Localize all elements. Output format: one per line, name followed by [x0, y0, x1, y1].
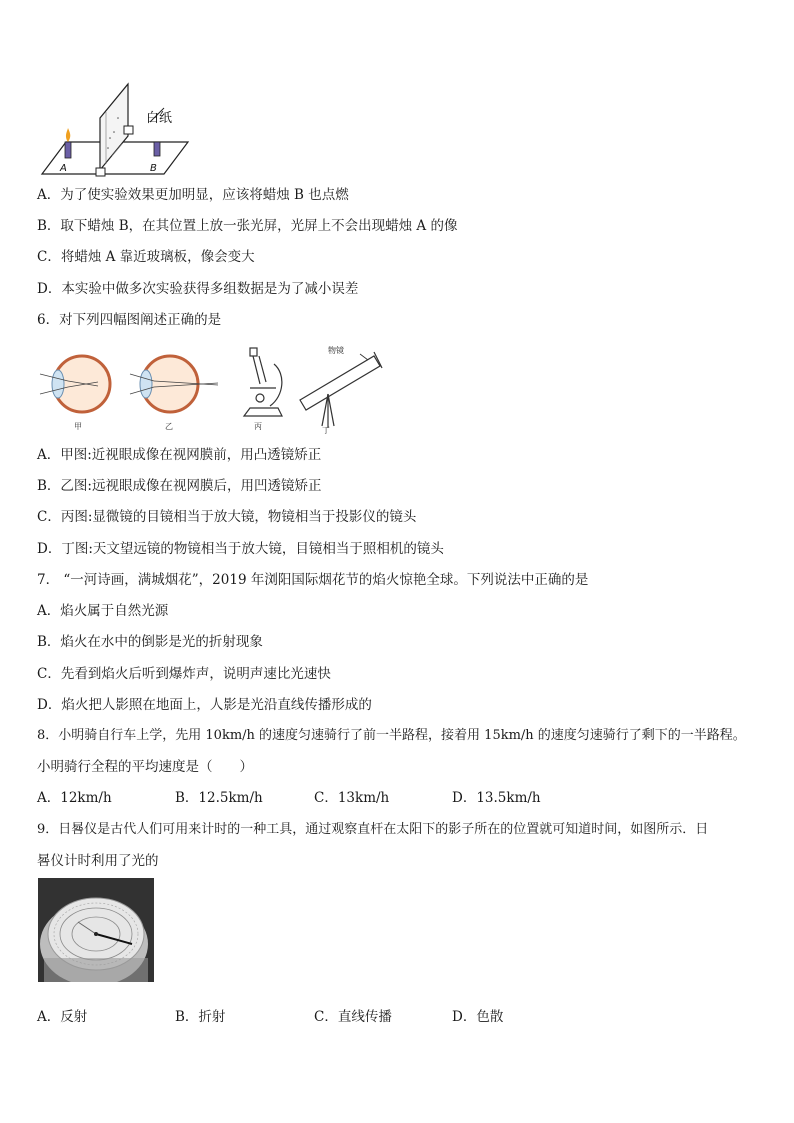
q9-stem-line2: 晷仪计时利用了光的 [37, 853, 159, 869]
q6-stem: 6．对下列四幅图阐述正确的是 [37, 312, 222, 328]
q5-option-d: D．本实验中做多次实验获得多组数据是为了减小误差 [37, 281, 359, 297]
q8-option-a: A．12km/h [37, 790, 112, 806]
telescope-icon [300, 352, 382, 428]
q7-option-b: B．焰火在水中的倒影是光的折射现象 [37, 634, 263, 650]
q9-option-d: D．色散 [452, 1009, 504, 1025]
q7-option-d: D．焰火把人影照在地面上，人影是光沿直线传播形成的 [37, 697, 372, 713]
q7-option-c: C．先看到焰火后听到爆炸声，说明声速比光速快 [37, 666, 331, 682]
q6-figures [38, 344, 388, 434]
telescope-objective-label: 物镜 [328, 346, 344, 355]
q5-paper-label: 白纸 [146, 111, 173, 126]
q5-option-a: A．为了使实验效果更加明显，应该将蜡烛 B 也点燃 [37, 187, 349, 203]
microscope-icon [244, 348, 282, 416]
q5-mirror-experiment-figure [38, 78, 208, 180]
q6-figure-label-jia: 甲 [74, 422, 82, 431]
q8-stem-line2: 小明骑行全程的平均速度是（ ） [37, 759, 253, 775]
q9-option-b: B．折射 [175, 1009, 226, 1025]
q8-option-c: C．13km/h [314, 790, 390, 806]
q6-figure-label-ding: 丁 [322, 426, 330, 434]
q6-option-c: C．丙图:显微镜的目镜相当于放大镜，物镜相当于投影仪的镜头 [37, 509, 417, 525]
q6-figure-label-bing: 丙 [254, 422, 262, 431]
q5-candle-a-label: A [60, 163, 67, 174]
q9-option-c: C．直线传播 [314, 1009, 392, 1025]
q7-stem: 7． “一河诗画，满城烟花”，2019 年浏阳国际烟花节的焰火惊艳全球。下列说法中正确的是 [37, 572, 589, 588]
eye-diagram-b-icon [130, 356, 218, 412]
q5-candle-b-label: B [150, 163, 157, 174]
q8-option-d: D．13.5km/h [452, 790, 541, 806]
q6-option-a: A．甲图:近视眼成像在视网膜前，用凸透镜矫正 [37, 447, 322, 463]
q7-option-a: A．焰火属于自然光源 [37, 603, 169, 619]
q8-stem-line1: 8．小明骑自行车上学，先用 10km/h 的速度匀速骑行了前一半路程，接着用 15km/h 的速度匀速骑行了剩下的一半路程。 [37, 728, 746, 743]
q6-option-b: B．乙图:远视眼成像在视网膜后，用凹透镜矫正 [37, 478, 322, 494]
q5-option-b: B．取下蜡烛 B，在其位置上放一张光屏，光屏上不会出现蜡烛 A 的像 [37, 218, 458, 234]
sundial-photo [38, 878, 154, 982]
q9-stem-line1: 9．日晷仪是古代人们可用来计时的一种工具，通过观察直杆在太阳下的影子所在的位置就可知道时间，如图所示．日 [37, 822, 709, 837]
q9-option-a: A．反射 [37, 1009, 88, 1025]
q6-option-d: D．丁图:天文望远镜的物镜相当于放大镜，目镜相当于照相机的镜头 [37, 541, 444, 557]
q5-option-c: C．将蜡烛 A 靠近玻璃板，像会变大 [37, 249, 255, 265]
q8-option-b: B．12.5km/h [175, 790, 263, 806]
q6-figure-label-yi: 乙 [165, 422, 173, 431]
eye-diagram-a-icon [40, 356, 110, 412]
